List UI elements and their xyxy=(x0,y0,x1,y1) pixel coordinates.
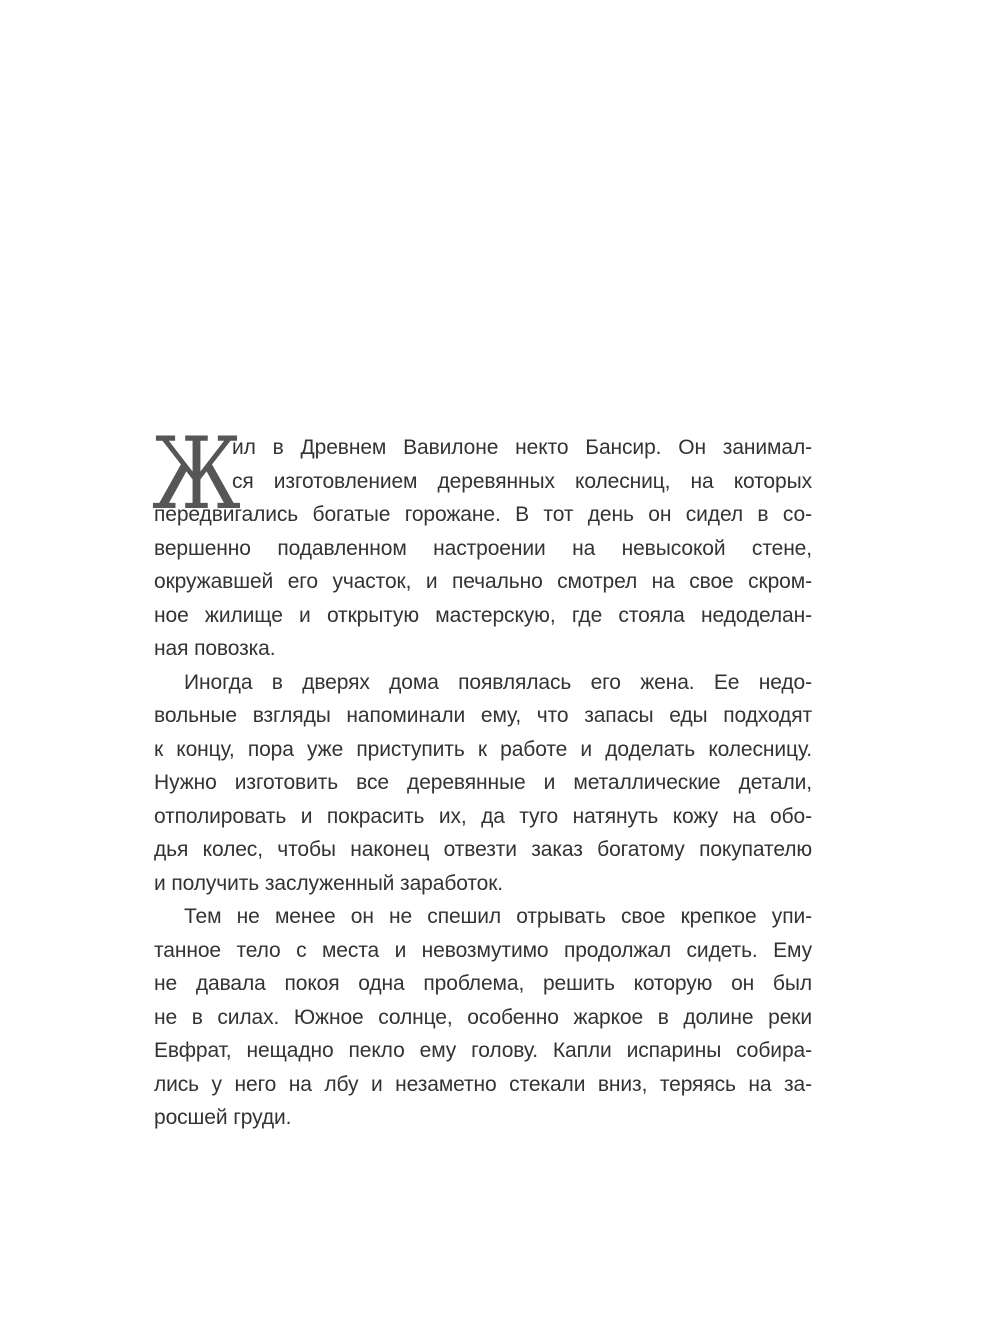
text-line: не давала покоя одна проблема, решить которую он был xyxy=(154,972,812,995)
text-line: и получить заслуженный заработок. xyxy=(154,871,504,895)
text-line: не в силах. Южное солнце, особенно жаркое в долине реки xyxy=(154,1005,812,1029)
text-line: отполировать и покрасить их, да туго натянуть кожу на обо- xyxy=(154,804,812,828)
text-block xyxy=(152,417,812,1135)
text-line: Тем не менее он не спешил отрывать свое крепкое упи- xyxy=(184,905,812,928)
text-line: ил в Древнем Вавилоне некто Бансир. Он занимал- xyxy=(232,436,812,459)
paragraph-3 xyxy=(154,900,812,1135)
text-line: Иногда в дверях дома появлялась его жена. Ее недо- xyxy=(184,670,812,694)
text-line: Нужно изготовить все деревянные и металлические детали, xyxy=(154,771,812,794)
dropcap-box xyxy=(152,417,241,532)
text-line: ное жилище и открытую мастерскую, где стояла недоделан- xyxy=(154,603,812,627)
text-line: танное тело с места и невозмутимо продолжал сидеть. Ему xyxy=(154,938,812,962)
text-line: ся изготовлением деревянных колесниц, на которых xyxy=(232,469,812,493)
dropcap-letter: Ж xyxy=(152,417,241,532)
text-line: ная повозка. xyxy=(154,637,276,660)
text-line: лись у него на лбу и незаметно стекали вниз, теряясь на за- xyxy=(154,1072,812,1096)
text-line: вольные взгляды напоминали ему, что запасы еды подходят xyxy=(154,704,812,727)
text-line: окружавшей его участок, и печально смотрел на свое скром- xyxy=(154,570,812,593)
paragraph-1 xyxy=(152,417,812,666)
text-line: передвигались богатые горожане. В тот день он сидел в со- xyxy=(154,503,812,526)
text-line: росшей груди. xyxy=(154,1106,292,1129)
text-line: вершенно подавленном настроении на невысокой стене, xyxy=(154,536,812,560)
paragraph-2 xyxy=(154,666,812,901)
text-line: Евфрат, нещадно пекло ему голову. Капли испарины собира- xyxy=(154,1039,812,1062)
text-line: к концу, пора уже приступить к работе и доделать колесницу. xyxy=(154,737,812,761)
text-line: дья колес, чтобы наконец отвезти заказ богатому покупателю xyxy=(154,838,812,861)
